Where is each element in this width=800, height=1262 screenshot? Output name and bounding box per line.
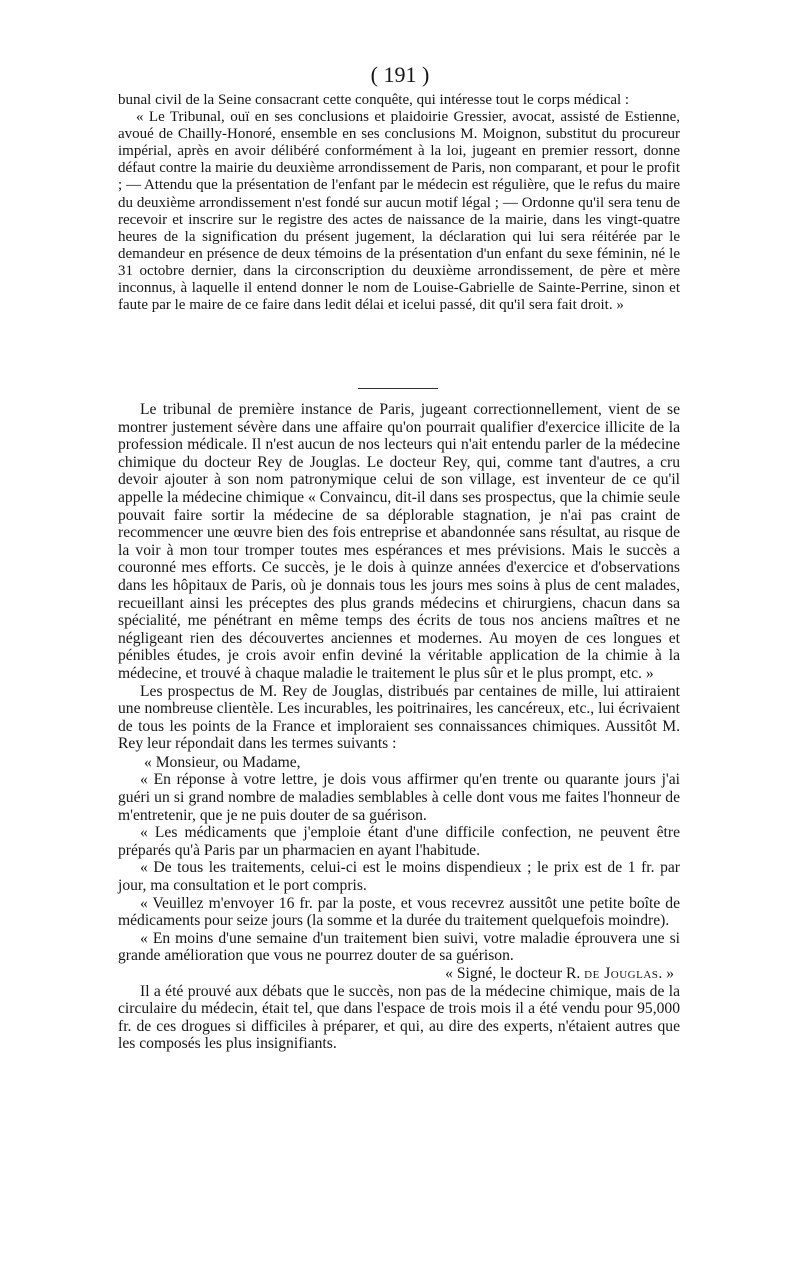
letter-line-1: « En réponse à votre lettre, je dois vous affirmer qu'en trente ou quarante jours j'ai guéri un si grand nombre de maladies semblables à celle dont vous me faites l'honneur de m'entretenir, que je ne puis douter de sa guérison.: [118, 771, 680, 824]
letter-salutation: « Monsieur, ou Madame,: [144, 753, 301, 771]
page-number: ( 191 ): [370, 62, 430, 87]
section-divider: [358, 388, 438, 389]
article-paragraph-3: Il a été prouvé aux débats que le succès, non pas de la médecine chimique, mais de la circulaire du médecin, était tel, que dans l'espace de trois mois il a été vendu pour 95,000 fr. de ces drogues si difficiles à préparer, et qui, au dire des experts, n'étaient autres que les composés les plus insignifiants.: [118, 982, 680, 1053]
judgment-quote: « Le Tribunal, ouï en ses conclusions et plaidoirie Gressier, avocat, assisté de Estienne, avoué de Chailly-Honoré, ensemble en ses conclusions M. Moignon, substitut du procureur impérial, après en avoir délibéré conformément à la loi, jugeant en premier ressort, donne défaut contre la mairie du deuxième arrondissement de Paris, non comparant, et pour le profit ; — Attendu que la présentation de l'enfant par le médecin est régulière, que le refus du maire du deuxième arrondissement n'est fondé sur aucun motif légal ; — Ordonne qu'il sera tenu de recevoir et inscrire sur le registre des actes de naissance de la mairie, dans les vingt-quatre heures de la signification du présent jugement, la déclaration qui lui sera réitérée par le demandeur en présence de deux témoins de la présentation d'un enfant du sexe féminin, né le 31 octobre dernier, dans la circonscription du deuxième arrondissement, de père et mère inconnus, à laquelle il entend donner le nom de Louise-Gabrielle de Sainte-Perrine, sinon et faute par le maire de ce faire dans ledit délai et icelui passé, dit qu'il sera fait droit. »: [118, 109, 680, 314]
signature-name: de Jouglas: [584, 965, 659, 982]
signature-suffix: . »: [658, 965, 674, 982]
letter-line-5: « En moins d'une semaine d'un traitement bien suivi, votre maladie éprouvera une si grande amélioration que vous ne pourrez douter de sa guérison.: [118, 929, 680, 965]
letter-line-3: « De tous les traitements, celui-ci est le moins dispendieux ; le prix est de 1 fr. par jour, ma consultation et le port compris.: [118, 859, 680, 895]
article-paragraph-2: Les prospectus de M. Rey de Jouglas, distribués par centaines de mille, lui attiraient une nombreuse clientèle. Les incurables, les poitrinaires, les cancéreux, etc., lui écrivaient de tous les points de la France et imploraient ses connaissances chimiques. Aussitôt M. Rey leur répondait dans les termes suivants :: [118, 682, 680, 753]
letter-line-4: « Veuillez m'envoyer 16 fr. par la poste, et vous recevrez aussitôt une petite boîte de médicaments pour seize jours (la somme et la durée du traitement quelquefois moindre).: [118, 894, 680, 930]
article-paragraph-1: Le tribunal de première instance de Paris, jugeant correctionnellement, vient de se montrer justement sévère dans une affaire qu'on pourrait qualifier d'exercice illicite de la profession médicale. Il n'est aucun de nos lecteurs qui n'ait entendu parler de la médecine chimique du docteur Rey de Jouglas. Le docteur Rey, qui, comme tant d'autres, a cru devoir ajouter à son nom patronymique celui de son village, est inventeur de ce qu'il appelle la médecine chimique « Convaincu, dit-il dans ses prospectus, que la chimie seule pouvait faire sortir la médecine de sa déplorable stagnation, je n'ai pas craint de recommencer une œuvre bien des fois entreprise et abandonnée sans résultat, au risque de la voir à mon tour tromper toutes mes espérances et mes prévisions. Mais le succès a couronné mes efforts. Ce succès, je le dois à quinze années d'exercice et d'observations dans les hôpitaux de Paris, où je donnais tous les jours mes soins à plus de cent malades, recueillant ainsi les préceptes des plus grands médecins et chirurgiens, chacun dans sa spécialité, me pénétrant en même temps des écrits de tous nos anciens maîtres et ne négligeant rien des découvertes anciennes et modernes. Au moyen de ces longues et pénibles études, je crois avoir enfin deviné la véritable application de la chimie à la médecine, et trouvé à chaque maladie le traitement le plus sûr et le plus prompt, etc. »: [118, 401, 680, 682]
judgment-excerpt: [118, 92, 680, 314]
intro-paragraph: bunal civil de la Seine consacrant cette conquête, qui intéresse tout le corps médical :: [118, 92, 630, 108]
letter-line-2: « Les médicaments que j'emploie étant d'une difficile confection, ne peuvent être préparés qu'à Paris par un pharmacien en ayant l'habitude.: [118, 824, 680, 859]
letter-signature: [118, 965, 680, 983]
signature-prefix: « Signé, le docteur R.: [445, 965, 585, 982]
article-rey-de-jouglas: [118, 401, 680, 1053]
